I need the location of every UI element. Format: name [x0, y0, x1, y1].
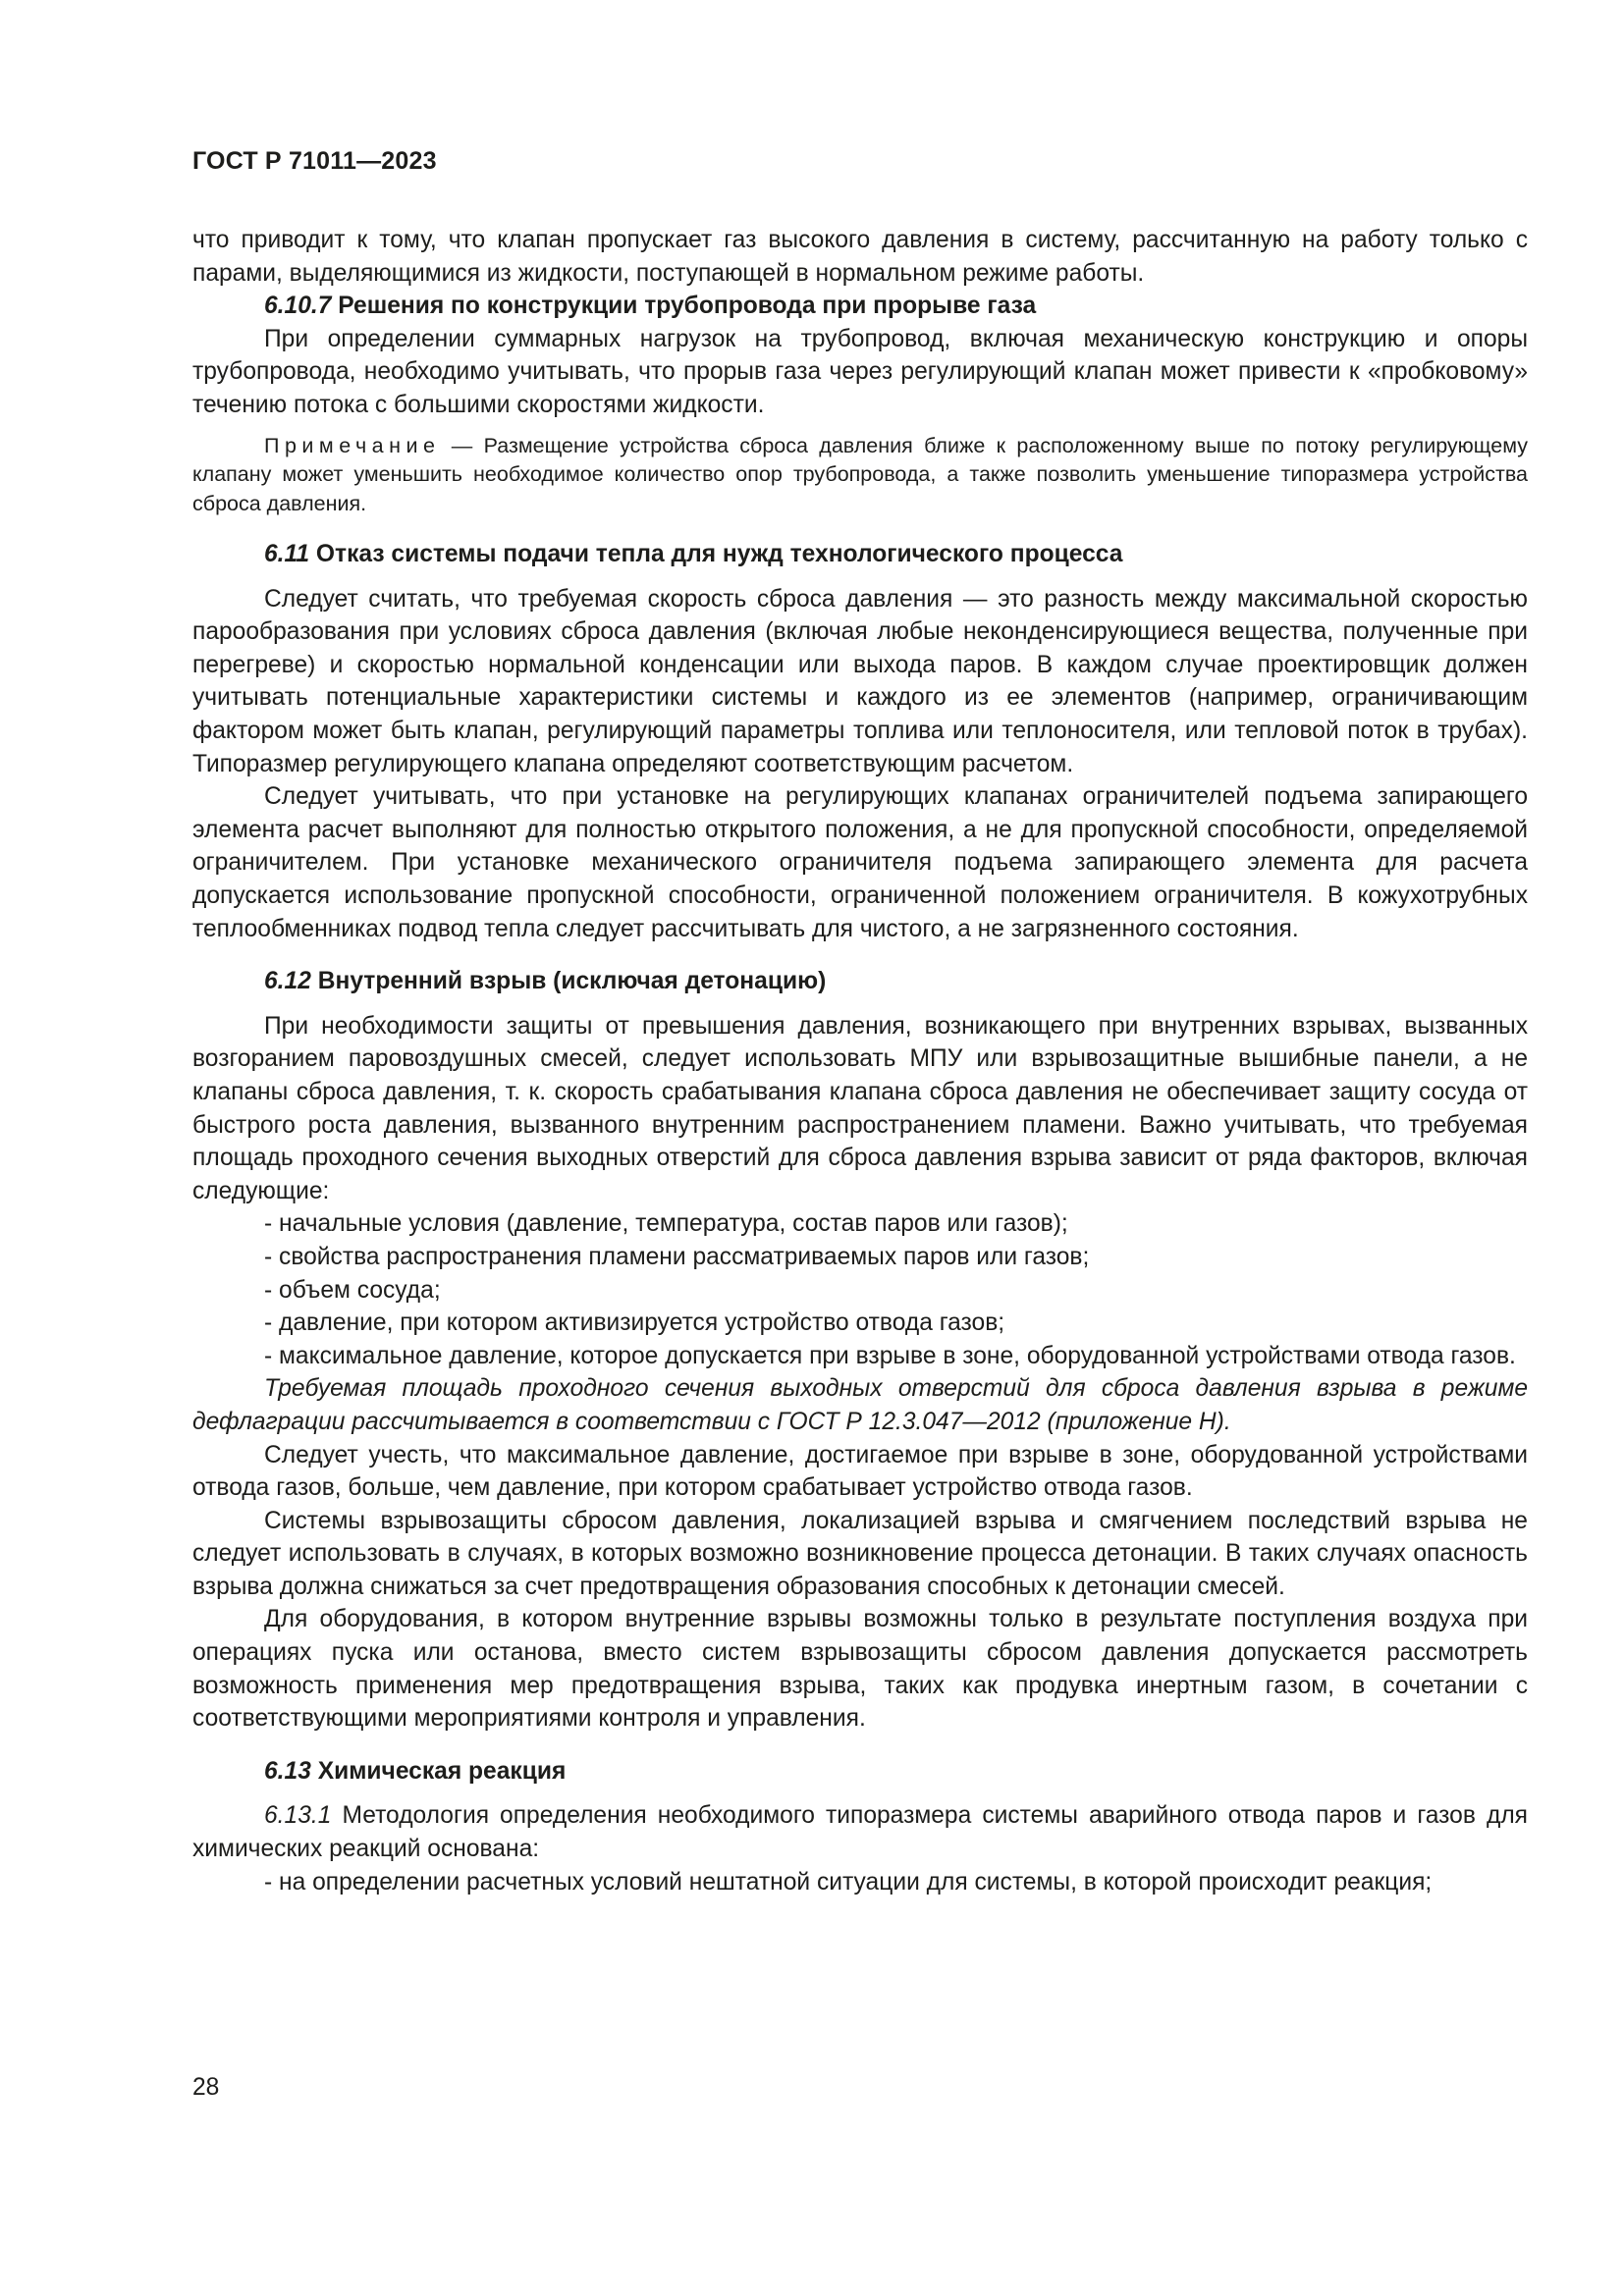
intro-paragraph: что приводит к тому, что клапан пропускает газ высокого давления в систему, рассчитанную на работу только с парами, выделяющимися из жидкости, поступающей в нормальном режиме работы. [192, 227, 1528, 287]
subsection-number: 6.13.1 [264, 1802, 332, 1830]
section-6-13-1-paragraph [192, 1799, 1528, 1865]
note-label: Примечание [264, 433, 441, 457]
section-number: 6.10.7 [264, 293, 332, 320]
section-6-12-paragraph-2: Следует учесть, что максимальное давление, достигаемое при взрыве в зоне, оборудованной устройствами отвода газов, больше, чем давление, при котором срабатывает устройство отвода газов. [192, 1441, 1528, 1502]
list-item: - максимальное давление, которое допускается при взрыве в зоне, оборудованной устройствами отвода газов. [264, 1342, 1516, 1369]
section-6-12-paragraph-1: При необходимости защиты от превышения давления, возникающего при внутренних взрывах, вызванных возгоранием паровоздушных смесей, следует использовать МПУ или взрывозащитные вышибные панели, а не клапаны сброса давления, т. к. скорость срабатывания клапана сброса давления не обеспечивает защиту сосуда от быстрого роста давления, вызванного внутренним распространением пламени. Важно учитывать, что требуемая площадь проходного сечения выходных отверстий для сброса давления взрыва зависит от ряда факторов, включая следующие: [192, 1012, 1528, 1204]
section-6-12-italic-paragraph: Требуемая площадь проходного сечения выходных отверстий для сброса давления взрыва в режиме дефлаграции рассчитывается в соответствии с ГОСТ Р 12.3.047—2012 (приложение Н). [192, 1375, 1528, 1435]
section-title: Отказ системы подачи тепла для нужд технологического процесса [315, 541, 1123, 568]
section-number: 6.13 [264, 1757, 311, 1785]
section-6-12-heading [192, 965, 1528, 998]
list-item: - объем сосуда; [264, 1276, 441, 1304]
document-body [192, 224, 1528, 1898]
list-item: - давление, при котором активизируется устройство отвода газов; [264, 1309, 1005, 1337]
list-item: - свойства распространения пламени рассматриваемых паров или газов; [264, 1243, 1090, 1270]
subsection-text: Методология определения необходимого типоразмера системы аварийного отвода паров и газов для химических реакций основана: [192, 1802, 1528, 1863]
list-item: - начальные условия (давление, температура, состав паров или газов); [264, 1210, 1068, 1238]
section-title: Решения по конструкции трубопровода при прорыве газа [338, 293, 1037, 320]
section-6-13-heading [192, 1755, 1528, 1789]
page-number: 28 [192, 2074, 220, 2101]
section-number: 6.12 [264, 968, 311, 995]
document-header-code: ГОСТ Р 71011—2023 [192, 147, 437, 175]
section-6-10-7-paragraph: При определении суммарных нагрузок на трубопровод, включая механическую конструкцию и опоры трубопровода, необходимо учитывать, что прорыв газа через регулирующий клапан может привести к «пробковому» течению потока с большими скоростями жидкости. [192, 325, 1528, 418]
section-6-10-7-heading [192, 290, 1528, 323]
section-6-12-paragraph-3: Системы взрывозащиты сбросом давления, локализацией взрыва и смягчением последствий взрыва не следует использовать в случаях, в которых возможно возникновение процесса детонации. В таких случаях опасность взрыва должна снижаться за счет предотвращения образования способных к детонации смесей. [192, 1507, 1528, 1600]
note-paragraph [192, 432, 1528, 519]
section-title: Химическая реакция [317, 1757, 567, 1785]
section-title: Внутренний взрыв (исключая детонацию) [317, 968, 827, 995]
list-item: - на определении расчетных условий нештатной ситуации для системы, в которой происходит реакция; [264, 1868, 1433, 1896]
section-6-11-heading [192, 538, 1528, 571]
section-6-11-paragraph-1: Следует считать, что требуемая скорость сброса давления — это разность между максимальной скоростью парообразования при условиях сброса давления (включая любые неконденсирующиеся вещества, полученные при перегреве) и скоростью нормальной конденсации или выхода паров. В каждом случае проектировщик должен учитывать потенциальные характеристики системы и каждого из ее элементов (например, ограничивающим фактором может быть клапан, регулирующий параметры топлива или теплоносителя, или тепловой поток в трубах). Типоразмер регулирующего клапана определяют соответствующим расчетом. [192, 585, 1528, 777]
section-number: 6.11 [264, 541, 310, 568]
section-6-12-paragraph-4: Для оборудования, в котором внутренние взрывы возможны только в результате поступления воздуха при операциях пуска или останова, вместо систем взрывозащиты сбросом давления допускается рассмотреть возможность применения мер предотвращения взрыва, таких как продувка инертным газом, в сочетании с соответствующими мероприятиями контроля и управления. [192, 1606, 1528, 1733]
note-text: — Размещение устройства сброса давления ближе к расположенному выше по потоку регулирующему клапану может уменьшить необходимое количество опор трубопровода, а также позволить уменьшение типоразмера устройства сброса давления. [192, 433, 1528, 515]
section-6-11-paragraph-2: Следует учитывать, что при установке на регулирующих клапанах ограничителей подъема запирающего элемента расчет выполняют для полностью открытого положения, а не для пропускной способности, определяемой ограничителем. При установке механического ограничителя подъема запирающего элемента для расчета допускается использование пропускной способности, ограниченной положением ограничителя. В кожухотрубных теплообменниках подвод тепла следует рассчитывать для чистого, а не загрязненного состояния. [192, 783, 1528, 942]
